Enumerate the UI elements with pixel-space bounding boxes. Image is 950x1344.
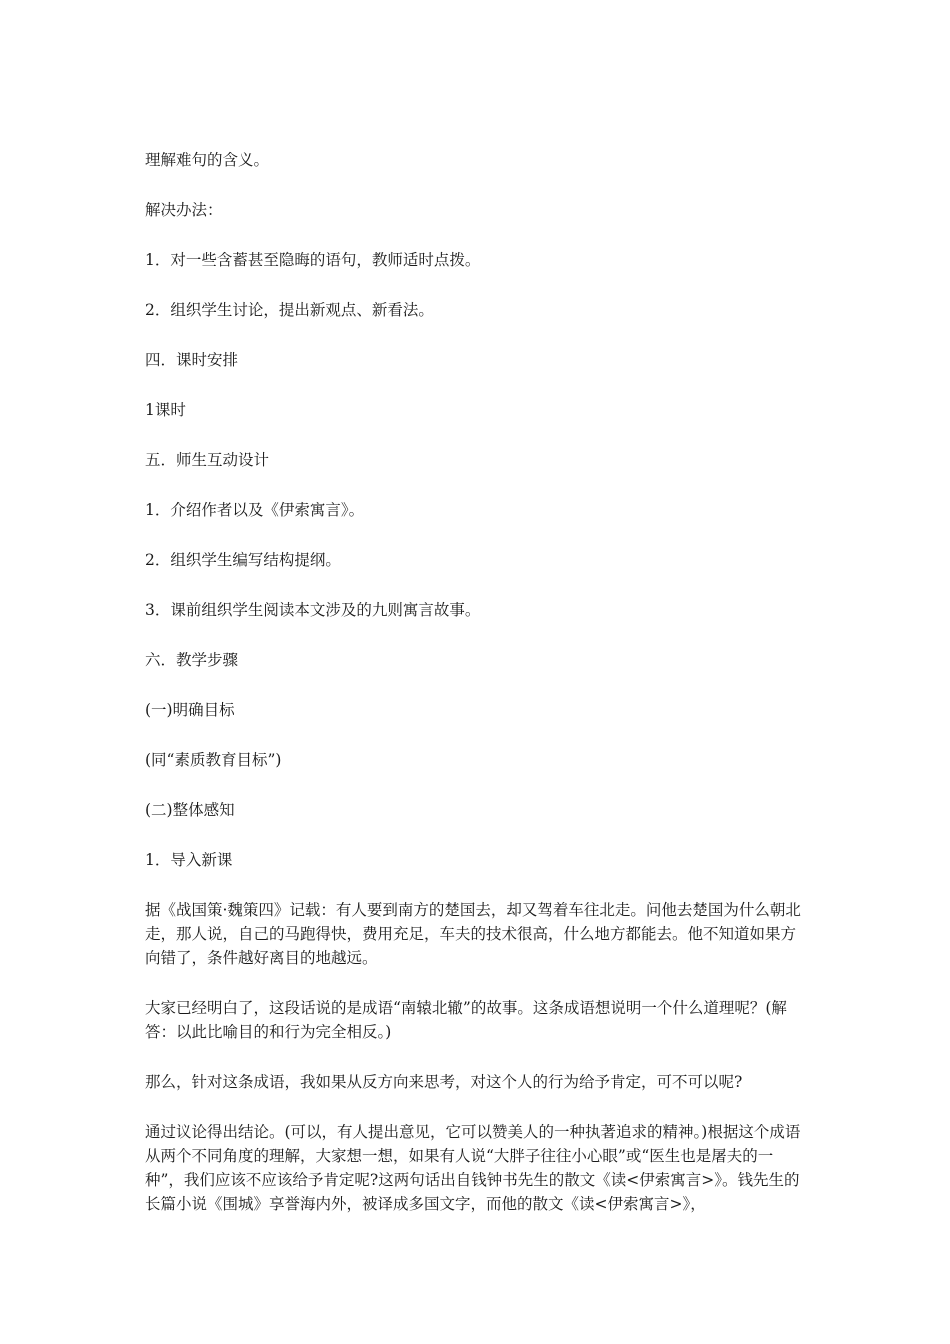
paragraph-solution-1: 1．对一些含蓄甚至隐晦的语句，教师适时点拨。 bbox=[145, 251, 481, 269]
paragraph-discussion-conclusion: 通过议论得出结论。(可以，有人提出意见，它可以赞美人的一种执著追求的精神。)根据这个成语从两个不同角度的理解，大家想一想，如果有人说“大胖子往往小心眼”或“医生也是屠夫的一种”，我们应该不应该给予肯定呢?这两句话出自钱钟书先生的散文《读<伊索寓言>》。钱先生的长篇小说《围城》享誉海内外，被译成多国文字，而他的散文《读<伊索寓言>》， bbox=[145, 1123, 801, 1213]
section-heading-teaching-steps: 六．教学步骤 bbox=[145, 651, 239, 669]
paragraph-interaction-1: 1．介绍作者以及《伊索寓言》。 bbox=[145, 501, 365, 519]
paragraph-idiom-explanation: 大家已经明白了，这段话说的是成语“南辕北辙”的故事。这条成语想说明一个什么道理呢？(解答：以此比喻目的和行为完全相反。) bbox=[145, 999, 787, 1041]
paragraph-solution-2: 2．组织学生讨论，提出新观点、新看法。 bbox=[145, 301, 434, 319]
subheading-overall-perception: (二)整体感知 bbox=[145, 801, 235, 819]
document-body bbox=[145, 148, 810, 1216]
section-heading-schedule: 四．课时安排 bbox=[145, 351, 239, 369]
paragraph-introduce-lesson: 1．导入新课 bbox=[145, 851, 233, 869]
paragraph-same-goals: (同“素质教育目标”) bbox=[145, 751, 282, 769]
subheading-clear-goals: (一)明确目标 bbox=[145, 701, 235, 719]
paragraph-solution-heading: 解决办法： bbox=[145, 201, 223, 219]
paragraph-understand-difficult-sentences: 理解难句的含义。 bbox=[145, 151, 270, 169]
paragraph-zhanguoce-story: 据《战国策·魏策四》记载：有人要到南方的楚国去，却又驾着车往北走。问他去楚国为什么朝北走，那人说，自己的马跑得快，费用充足，车夫的技术很高，什么地方都能去。他不知道如果方向错了，条件越好离目的地越远。 bbox=[145, 901, 801, 967]
paragraph-reverse-thinking: 那么，针对这条成语，我如果从反方向来思考，对这个人的行为给予肯定，可不可以呢? bbox=[145, 1073, 743, 1091]
paragraph-lesson-count: 1课时 bbox=[145, 401, 186, 419]
paragraph-interaction-3: 3．课前组织学生阅读本文涉及的九则寓言故事。 bbox=[145, 601, 481, 619]
paragraph-interaction-2: 2．组织学生编写结构提纲。 bbox=[145, 551, 341, 569]
section-heading-interaction-design: 五．师生互动设计 bbox=[145, 451, 270, 469]
